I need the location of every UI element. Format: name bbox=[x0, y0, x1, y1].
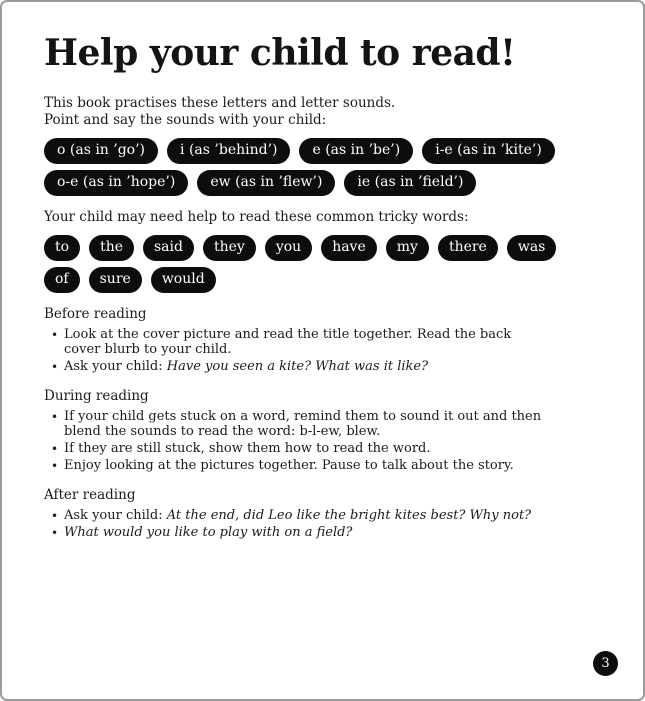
letter-sound-pill: i (as ’behind’) bbox=[167, 138, 290, 164]
tricky-word-pill: sure bbox=[89, 267, 142, 293]
bullet-icon bbox=[44, 441, 64, 457]
tricky-word-pill: there bbox=[438, 235, 498, 261]
intro-line-1: This book practises these letters and letter sounds. bbox=[44, 94, 396, 111]
bullet-list bbox=[44, 327, 593, 375]
letter-sounds-group bbox=[44, 138, 593, 196]
letter-sound-pill: o-e (as in ’hope’) bbox=[44, 170, 188, 196]
tricky-word-pill: of bbox=[44, 267, 80, 293]
bullet-text: Enjoy looking at the pictures together. Pause to talk about the story. bbox=[64, 457, 514, 473]
letter-sound-pill: e (as in ’be’) bbox=[299, 138, 413, 164]
bullet-item bbox=[44, 458, 593, 474]
page-number-badge: 3 bbox=[593, 651, 618, 676]
tricky-word-pill: said bbox=[143, 235, 194, 261]
bullet-text: Ask your child: Have you seen a kite? What was it like? bbox=[64, 358, 429, 374]
bullet-list bbox=[44, 508, 593, 541]
page-content bbox=[2, 2, 643, 541]
section-heading: After reading bbox=[44, 486, 136, 503]
letter-sounds-row-1 bbox=[44, 138, 593, 164]
bullet-list bbox=[44, 409, 593, 474]
tricky-words-intro: Your child may need help to read these common tricky words: bbox=[44, 208, 469, 225]
bullet-text: What would you like to play with on a field? bbox=[64, 524, 353, 540]
letter-sound-pill: i-e (as in ’kite’) bbox=[422, 138, 555, 164]
bullet-item bbox=[44, 525, 593, 541]
bullet-item bbox=[44, 409, 593, 440]
letter-sound-pill: ie (as in ’field’) bbox=[344, 170, 476, 196]
section-before-reading bbox=[44, 306, 593, 375]
bullet-item bbox=[44, 327, 593, 358]
tricky-words-row-2 bbox=[44, 267, 593, 293]
intro-paragraph bbox=[44, 95, 593, 129]
bullet-icon bbox=[44, 525, 64, 541]
bullet-item bbox=[44, 441, 593, 457]
section-during-reading bbox=[44, 388, 593, 474]
tricky-word-pill: the bbox=[89, 235, 134, 261]
bullet-item bbox=[44, 508, 593, 524]
letter-sound-pill: ew (as in ’flew’) bbox=[197, 170, 335, 196]
bullet-icon bbox=[44, 359, 64, 375]
bullet-text: If your child gets stuck on a word, remind them to sound it out and then blend the sounds to read the word: b-l-ew, blew. bbox=[64, 408, 542, 440]
bullet-icon bbox=[44, 409, 64, 425]
tricky-words-row-1 bbox=[44, 235, 593, 261]
section-heading: During reading bbox=[44, 387, 149, 404]
section-after-reading bbox=[44, 487, 593, 541]
letter-sound-pill: o (as in ’go’) bbox=[44, 138, 158, 164]
tricky-word-pill: would bbox=[151, 267, 216, 293]
tricky-word-pill: have bbox=[321, 235, 377, 261]
section-heading: Before reading bbox=[44, 305, 147, 322]
bullet-icon bbox=[44, 458, 64, 474]
bullet-icon bbox=[44, 327, 64, 343]
bullet-text: Ask your child: At the end, did Leo like the bright kites best? Why not? bbox=[64, 507, 532, 523]
tricky-word-pill: my bbox=[386, 235, 429, 261]
tricky-word-pill: they bbox=[203, 235, 256, 261]
tricky-words-group bbox=[44, 235, 593, 293]
tricky-word-pill: was bbox=[507, 235, 557, 261]
tricky-word-pill: you bbox=[265, 235, 312, 261]
bullet-text: If they are still stuck, show them how to read the word. bbox=[64, 440, 431, 456]
bullet-icon bbox=[44, 508, 64, 524]
letter-sounds-row-2 bbox=[44, 170, 593, 196]
bullet-text: Look at the cover picture and read the title together. Read the back cover blurb to your child. bbox=[64, 326, 512, 358]
bullet-item bbox=[44, 359, 593, 375]
page-title: Help your child to read! bbox=[44, 32, 516, 74]
tricky-word-pill: to bbox=[44, 235, 80, 261]
intro-line-2: Point and say the sounds with your child: bbox=[44, 111, 327, 128]
